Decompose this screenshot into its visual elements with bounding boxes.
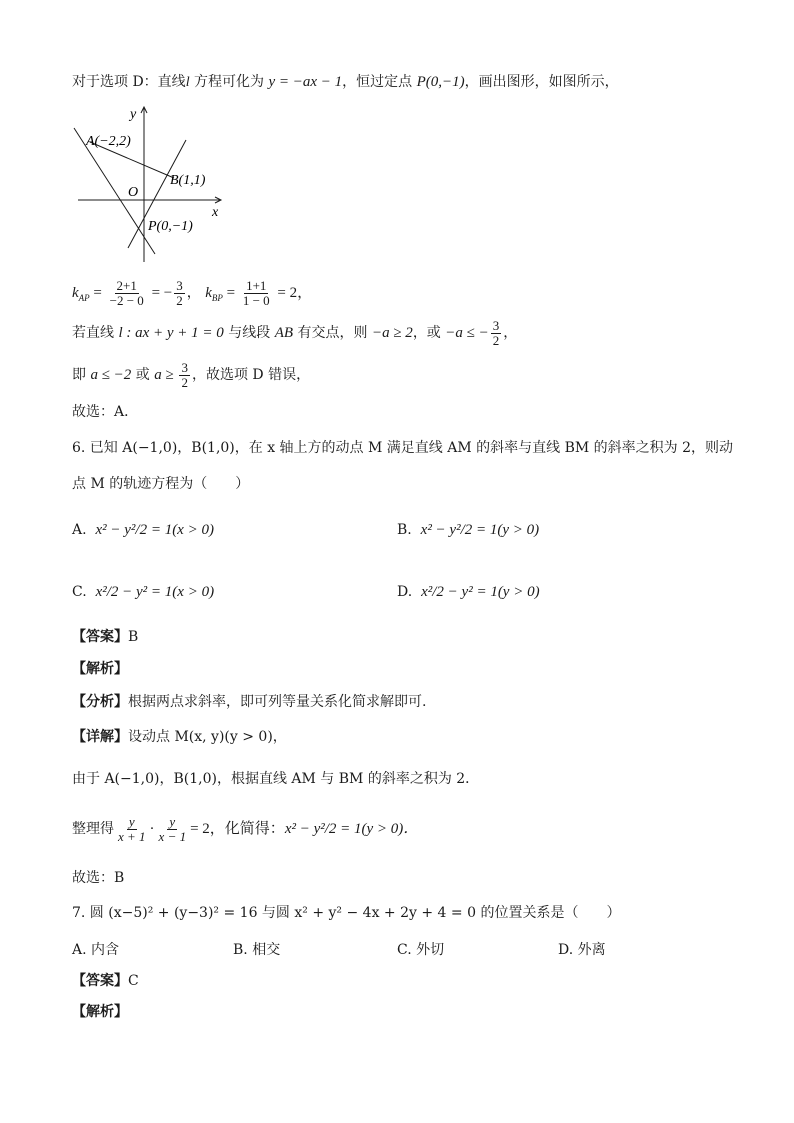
q6-option-a — [72, 520, 214, 540]
q6-since: 由于 A(−1,0)，B(1,0)，根据直线 AM 与 BM 的斜率之积为 2． — [72, 771, 480, 787]
line-l: l — [185, 75, 190, 90]
point-a-label: A(−2,2) — [86, 134, 131, 149]
q6-zhengli-text: 整理得 — [72, 821, 114, 837]
k-ap-eq2: = − — [147, 285, 173, 301]
conclusion-line — [72, 360, 310, 390]
cond-text-2: 与线段 — [223, 325, 275, 341]
concl-text-2: 或 — [131, 367, 155, 383]
concl-inequality-2: a ≥ — [154, 367, 178, 383]
point-b-label: B(1,1) — [170, 173, 206, 188]
selection-a: 故选：A． — [72, 404, 139, 420]
intro-line — [72, 72, 619, 93]
cond-fraction-den: 2 — [492, 332, 500, 348]
point-p-label: P(0,−1) — [148, 219, 193, 234]
q7-answer-tag: 【答案】 — [72, 973, 128, 989]
q6-answer — [72, 627, 138, 647]
slopes-sep: ， — [186, 285, 201, 301]
cond-text-5: ， — [503, 325, 518, 341]
q6-fenxi — [72, 692, 426, 712]
cond-text-3: 有交点，则 — [293, 325, 372, 341]
segment-ab-label: AB — [274, 325, 294, 341]
cond-text-4: ，或 — [412, 325, 446, 341]
concl-fraction-den: 2 — [181, 374, 188, 390]
q6-option-a-text: x² − y²/2 = 1(x > 0) — [95, 522, 214, 538]
cond-fraction-num: 3 — [492, 317, 500, 333]
q7-option-c: C. 外切 — [397, 942, 445, 958]
x-axis-label: x — [212, 205, 219, 220]
k-bp: k — [205, 285, 212, 301]
q6-answer-tag: 【答案】 — [72, 629, 128, 645]
slopes-line — [72, 278, 312, 313]
k-ap-fraction — [108, 279, 146, 308]
q7-option-a: A. 内含 — [72, 942, 120, 958]
k-ap-eq: = — [89, 285, 106, 301]
intro-prefix: 对于选项 D：直线 — [72, 74, 186, 90]
intro-mid: 方程可化为 — [189, 74, 269, 90]
k-ap-numerator: 2+1 — [116, 277, 137, 293]
q6-answer-value: B — [128, 629, 139, 645]
k-ap-result — [174, 279, 185, 308]
q6-zhengli-result: x² − y²/2 = 1(y > 0)． — [284, 821, 419, 837]
q6-frac-1: $\frac{y}{x + 1}$ — [118, 813, 146, 844]
q6-option-c-text: x²/2 − y² = 1(x > 0) — [95, 584, 215, 600]
q6-zhengli: 整理得 $\frac{y}{x + 1}$ · $\frac{y}{x - 1}$ = 2，化简得：x² − y²/2 = 1(y > 0)． — [72, 813, 419, 844]
q6-stem-line-1: 6. 已知 A(−1,0)，B(1,0)，在 x 轴上方的动点 M 满足直线 AM 的斜率与直线 BM 的斜率之积为 2，则动 — [72, 440, 734, 456]
concl-fraction-num: 3 — [181, 359, 188, 375]
q6-zhengli-eq: = 2，化简得： — [190, 821, 285, 837]
concl-text-3: ，故选项 D 错误， — [191, 367, 311, 383]
cond-fraction — [491, 319, 502, 348]
q6-option-b-text: x² − y²/2 = 1(y > 0) — [420, 522, 540, 538]
q6-fenxi-text: 根据两点求斜率，即可列等量关系化简求解即可. — [128, 694, 427, 710]
k-ap-sub: AP — [78, 292, 90, 303]
q6-xiangjie — [72, 727, 287, 747]
q6-fenxi-tag: 【分析】 — [72, 694, 128, 710]
intro-equation: y = −ax − 1 — [268, 74, 343, 90]
k-ap-result-num: 3 — [176, 277, 183, 293]
condition-line — [72, 318, 517, 348]
q6-option-d-label: D. — [397, 584, 413, 600]
k-bp-fraction — [241, 279, 272, 308]
q6-stem-line-2: 点 M 的轨迹方程为（ ） — [72, 476, 250, 492]
intro-suffix: ，画出图形，如图所示， — [464, 74, 619, 90]
q6-option-b — [397, 520, 539, 540]
q6-option-b-label: B. — [397, 522, 412, 538]
fixed-point: P(0,−1) — [416, 74, 465, 90]
origin-label: O — [128, 185, 139, 200]
concl-text-1: 即 — [72, 367, 91, 383]
cond-inequality-2: −a ≤ − — [445, 325, 489, 341]
q7-stem: 7. 圆 (x−5)² + (y−3)² = 16 与圆 x² + y² − 4x + 2y + 4 = 0 的位置关系是（ ） — [72, 905, 621, 921]
q6-option-a-label: A. — [72, 522, 87, 538]
coordinate-figure — [70, 102, 230, 267]
q6-jiexi: 【解析】 — [72, 661, 128, 677]
q7-answer-value: C — [128, 973, 139, 989]
q6-selection: 故选：B — [72, 870, 125, 886]
k-ap: k — [72, 285, 79, 301]
q6-xiangjie-text: 设动点 M(x, y)(y > 0)， — [128, 729, 287, 745]
k-bp-denominator: 1 − 0 — [242, 292, 270, 308]
cond-equation: l : ax + y + 1 = 0 — [118, 325, 224, 341]
q6-option-d-text: x²/2 − y² = 1(y > 0) — [421, 584, 540, 600]
intro-mid2: ，恒过定点 — [342, 74, 417, 90]
k-ap-denominator: −2 − 0 — [109, 292, 144, 308]
k-bp-result: = 2， — [273, 285, 313, 301]
concl-fraction — [179, 361, 190, 390]
k-ap-result-den: 2 — [176, 292, 183, 308]
cond-text-1: 若直线 — [72, 325, 119, 341]
k-bp-sub: BP — [211, 292, 223, 303]
q6-xiangjie-tag: 【详解】 — [72, 729, 128, 745]
q7-answer — [72, 971, 139, 991]
q6-option-c — [72, 582, 214, 602]
q6-frac-2: $\frac{y}{x - 1}$ — [158, 813, 187, 844]
y-axis-label: y — [130, 107, 137, 122]
cond-inequality-1: −a ≥ 2 — [371, 325, 413, 341]
q7-option-d: D. 外离 — [558, 942, 606, 958]
q6-option-c-label: C. — [72, 584, 87, 600]
k-bp-numerator: 1+1 — [246, 277, 267, 293]
concl-inequality-1: a ≤ −2 — [90, 367, 132, 383]
k-bp-eq: = — [222, 285, 239, 301]
q7-option-b: B. 相交 — [233, 942, 281, 958]
q6-option-d — [397, 582, 540, 602]
q7-jiexi: 【解析】 — [72, 1004, 128, 1020]
